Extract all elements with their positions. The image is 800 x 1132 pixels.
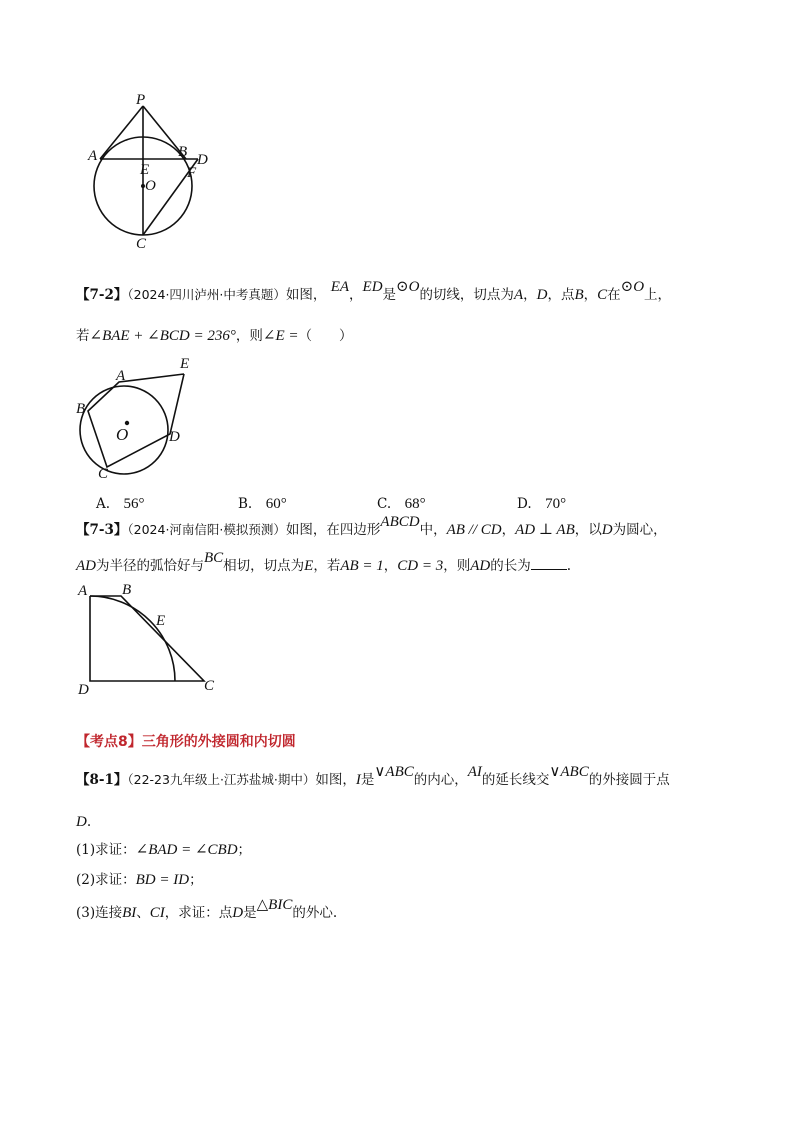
q81-end: . [86,814,92,830]
q81-is: 是 [360,772,375,788]
q81-text3: 的延长线交 [481,772,550,788]
q72-pa: A [513,287,524,303]
item-text: 求证： [95,842,136,858]
q72-option-b[interactable] [238,492,287,513]
q73-line2 [76,550,572,576]
option-letter: B. [238,496,253,512]
q72-condition: ∠BAE + ∠BCD = 236° [89,328,236,344]
label-c: C [98,466,109,480]
item-text: 求证： [95,872,136,888]
q73-c2: ， [383,558,398,574]
q72-at: 在 [607,287,621,303]
item-math: ∠BAD = ∠CBD [135,842,238,858]
label-d: D [78,682,89,698]
q72-is: 是 [382,287,397,303]
q72-line1 [76,279,672,305]
q73-perp: AD ⊥ AB [515,522,575,538]
q73-text: 如图，在四边形 [285,522,381,538]
q73-c1: ， [501,522,516,538]
label-e: E [180,356,190,372]
q73-text4: 为圆心， [612,522,667,538]
q73-pe: E [304,558,314,574]
item-number: (1) [76,842,96,858]
q72-tag: 【7-2】 [76,287,128,303]
q73-text9: 的长为 [490,558,531,574]
figure-q72 [72,350,212,480]
figure-circle-tangents [80,92,220,252]
q72-pb: B [574,287,584,303]
q73-bc: BC [204,550,224,566]
q73-text6: 相切，切点为 [223,558,305,574]
label-d: D [169,429,180,445]
q72-option-d[interactable] [517,492,566,513]
item-pd: D [232,905,244,921]
q73-text2: 中， [419,522,447,538]
item-text: 连接 [95,905,123,921]
option-letter: D. [517,496,532,512]
q72-on: 上， [644,287,672,303]
q72-text3: ，点 [547,287,575,303]
section-heading: 【考点8】三角形的外接圆和内切圆 [76,734,296,750]
option-value: 70° [545,496,567,512]
q73-ad: AD [76,558,96,574]
q72-ea: EA [330,279,350,295]
q81-tri1: ∨ABC [374,764,414,780]
q73-text8: ，则 [443,558,471,574]
q81-text2: 的内心， [413,772,468,788]
item-ci: CI [149,905,165,921]
option-letter: C. [377,496,392,512]
q81-ai: AI [467,764,482,780]
q81-line2 [76,812,91,832]
item-bi: BI [122,905,137,921]
q72-ed: ED [362,279,383,295]
label-c: C [136,236,147,252]
q73-text7: ，若 [313,558,341,574]
q72-pc: C [597,287,608,303]
item-text3: 是 [243,905,257,921]
answer-blank[interactable] [531,555,567,570]
q72-c1: ， [523,287,537,303]
option-value: 56° [123,496,145,512]
label-a: A [88,148,98,164]
q72-answer-paren: （ ） [298,328,353,344]
q81-item-1 [76,840,251,860]
q73-cd: CD = 3 [397,558,444,574]
q72-ask: ∠E = [262,328,299,344]
label-e: E [140,162,150,178]
q73-parallel: AB // CD [446,522,502,538]
q72-option-a[interactable] [96,492,145,513]
label-e: E [156,613,166,629]
q73-line1 [76,514,667,540]
q81-tri2: ∨ABC [549,764,589,780]
q72-c2: ， [583,287,598,303]
q72-pd: D [536,287,548,303]
item-tail: ； [237,842,252,858]
q81-line1 [76,764,670,790]
q72-text: 如图， [285,287,327,303]
option-value: 68° [404,496,426,512]
item-number: (2) [76,872,96,888]
q72-line2 [76,326,352,346]
q72-option-c[interactable] [377,492,426,513]
q81-text: 如图， [315,772,356,788]
segment-pa [100,106,143,159]
q73-pd: D [601,522,613,538]
q81-source: （22-23九年级上·江苏盐城·期中） [127,772,316,787]
label-b: B [122,582,132,598]
q72-sep: ， [349,287,363,303]
q72-circle1: ⊙O [396,279,420,295]
label-p: P [136,92,146,108]
item-tail: ； [189,872,203,888]
label-o: O [116,425,129,444]
option-value: 60° [265,496,287,512]
label-b: B [76,401,86,417]
q81-item-2 [76,870,203,890]
label-a: A [78,583,88,599]
item-tri: △BIC [256,897,293,913]
label-d: D [197,152,208,168]
q72-if: 若 [76,328,90,344]
label-f: F [187,165,197,181]
q81-text4: 的外接圆于点 [588,772,670,788]
q73-ad2: AD [470,558,491,574]
q72-text2: 的切线，切点为 [419,287,514,303]
q72-source: （2024·四川泸州·中考真题） [127,287,286,302]
figure-q73 [74,578,224,698]
label-b: B [178,144,188,160]
q73-quad: ABCD [380,514,420,530]
label-a: A [116,368,126,384]
item-number: (3) [76,905,96,921]
item-text4: 的外心. [292,905,338,921]
q73-tag: 【7-3】 [76,522,128,538]
q81-pd: D [76,814,87,830]
q72-then: ，则 [235,328,263,344]
q72-circle2: ⊙O [620,279,645,295]
q81-tag: 【8-1】 [76,772,128,788]
q81-pi: I [355,772,361,788]
q73-end: . [566,558,572,574]
option-letter: A. [96,496,111,512]
quadrilateral-abcd [90,596,204,681]
label-c: C [204,678,215,694]
q81-item-3 [76,897,338,923]
q73-source: （2024·河南信阳·模拟预测） [127,522,286,537]
q73-text5: 为半径的弧恰好与 [96,558,204,574]
label-o: O [145,178,156,194]
item-sep: 、 [136,905,150,921]
item-text2: ，求证：点 [164,905,233,921]
q73-ab: AB = 1 [340,558,384,574]
q73-text3: ，以 [574,522,602,538]
item-math: BD = ID [135,872,190,888]
